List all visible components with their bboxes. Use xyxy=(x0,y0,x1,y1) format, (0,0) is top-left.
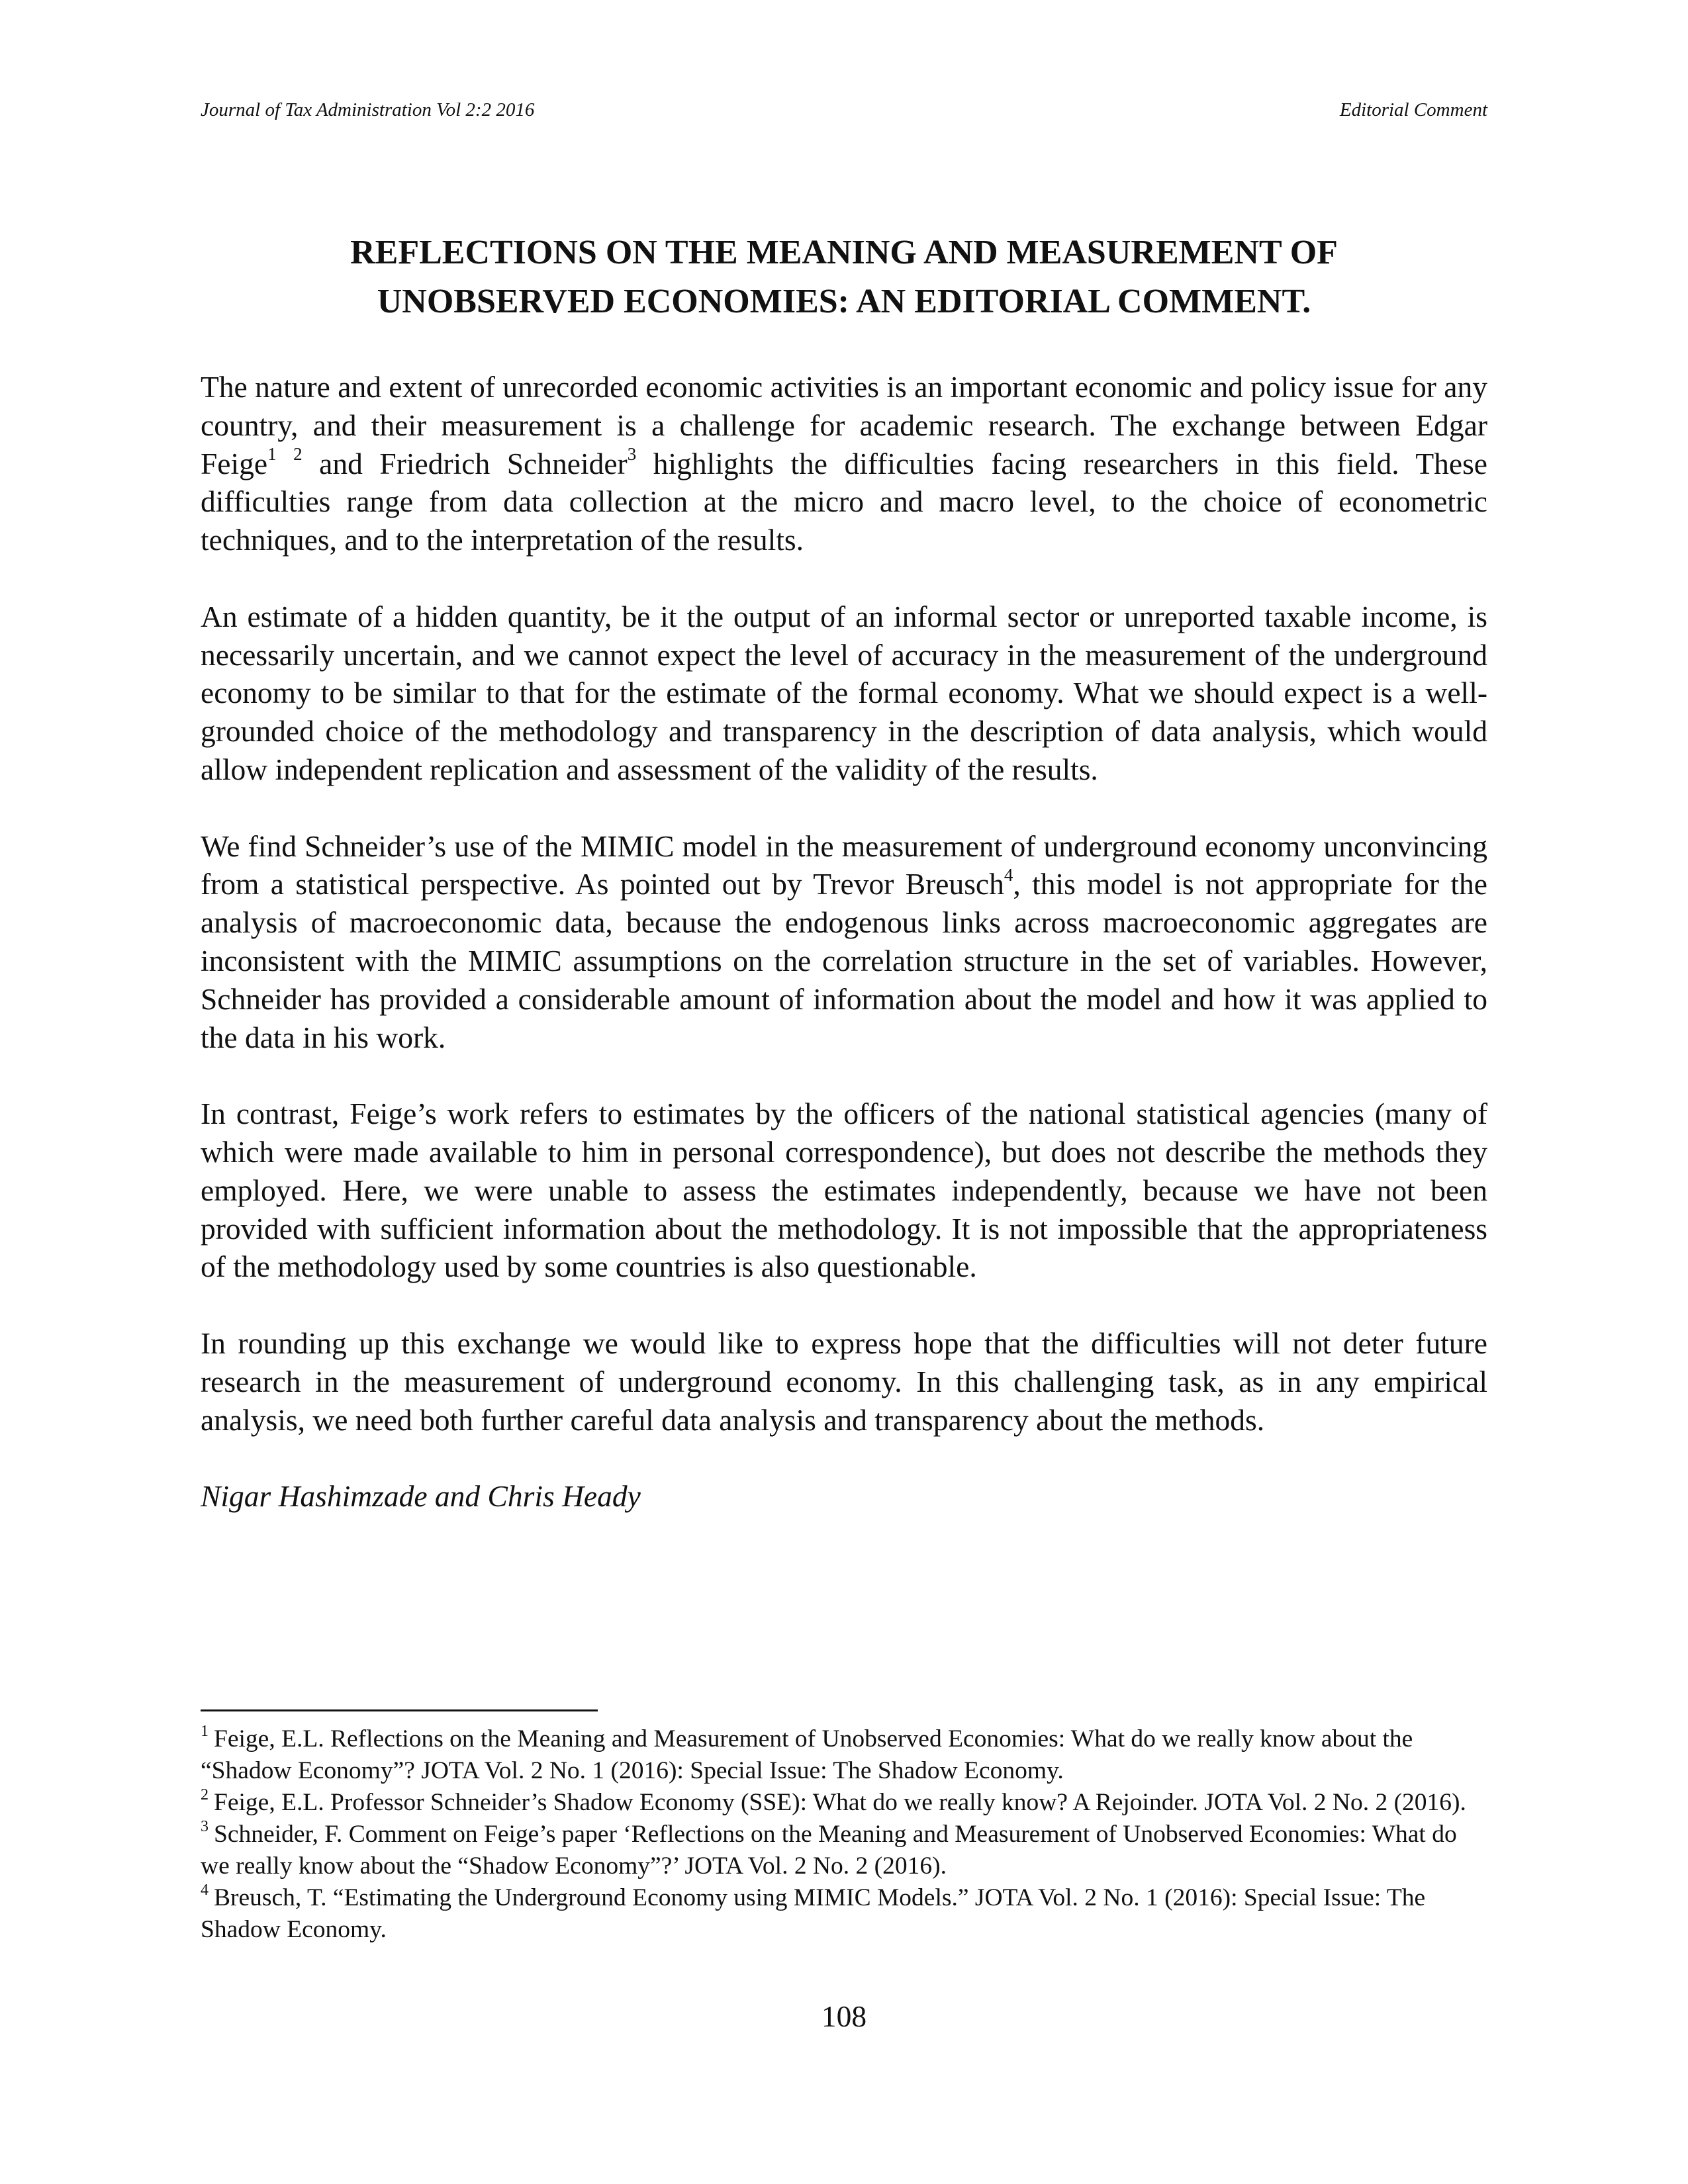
paragraph-3-text-a: We find Schneider’s use of the MIMIC model in the measurement of underground economy unconvincing from a statistical perspective. As pointed out by Trevor Breusch xyxy=(201,829,1487,901)
title-line-2: UNOBSERVED ECONOMIES: AN EDITORIAL COMMENT. xyxy=(377,283,1311,320)
journal-name: Journal of Tax Administration Vol 2:2 2016 xyxy=(201,99,535,120)
article-title xyxy=(201,228,1487,326)
footnote-divider xyxy=(201,1709,598,1711)
footnote-text: Feige, E.L. Reflections on the Meaning and Measurement of Unobserved Economies: What do we really know about the “Shadow Economy”? JOTA Vol. 2 No. 1 (2016): Special Issue: The Shadow Economy. xyxy=(201,1725,1413,1784)
footnote-number: 3 xyxy=(201,1817,209,1835)
article-body xyxy=(201,368,1487,1554)
footnote-ref-3[interactable]: 3 xyxy=(627,444,637,465)
paragraph-1-text-a: The nature and extent of unrecorded economic activities is an important economic and policy issue for any country, and their measurement is a challenge for academic research. The exchange between Edgar Feige xyxy=(201,370,1487,480)
footnote-ref-2[interactable]: 2 xyxy=(293,444,303,465)
footnotes xyxy=(201,1723,1487,1946)
page-number: 108 xyxy=(821,1999,867,2033)
footnote-2 xyxy=(201,1787,1487,1819)
footnote-number: 2 xyxy=(201,1786,209,1803)
paragraph-5: In rounding up this exchange we would like to express hope that the difficulties will not deter future research in the measurement of underground economy. In this challenging task, as in any empirical analysis, we need both further careful data analysis and transparency about the methods. xyxy=(201,1326,1487,1437)
footnote-text: Breusch, T. “Estimating the Underground Economy using MIMIC Models.” JOTA Vol. 2 No. 1 (2016): Special Issue: The Shadow Economy. xyxy=(201,1884,1426,1943)
running-header xyxy=(201,98,1487,122)
footnote-number: 1 xyxy=(201,1722,209,1740)
footnote-number: 4 xyxy=(201,1881,209,1899)
author-signature: Nigar Hashimzade and Chris Heady xyxy=(201,1479,641,1514)
paragraph-1 xyxy=(201,368,1487,559)
footnote-text: Feige, E.L. Professor Schneider’s Shadow Economy (SSE): What do we really know? A Rejoinder. JOTA Vol. 2 No. 2 (2016). xyxy=(214,1789,1466,1816)
paragraph-3 xyxy=(201,827,1487,1057)
paragraph-3-text-b: , this model is not appropriate for the analysis of macroeconomic data, because the endogenous links across macroeconomic aggregates are inconsistent with the MIMIC assumptions on the correlation structure in the set of variables. However, Schneider has provided a considerable amount of information about the model and how it was applied to the data in his work. xyxy=(201,867,1487,1054)
paragraph-1-text-b: and Friedrich Schneider xyxy=(302,446,628,480)
paragraph-4: In contrast, Feige’s work refers to estimates by the officers of the national statistical agencies (many of which were made available to him in personal correspondence), but does not describe the methods they employed. Here, we were unable to assess the estimates independently, because we have not been provided with sufficient information about the methodology. It is not impossible that the appropriateness of the methodology used by some countries is also questionable. xyxy=(201,1097,1487,1284)
paragraph-1-text-c: highlights the difficulties facing researchers in this field. These difficulties range from data collection at the micro and macro level, to the choice of econometric techniques, and to the interpretation of the results. xyxy=(201,446,1487,557)
title-line-1: REFLECTIONS ON THE MEANING AND MEASUREMENT OF xyxy=(350,234,1338,271)
paragraph-2: An estimate of a hidden quantity, be it the output of an informal sector or unreported taxable income, is necessarily uncertain, and we cannot expect the level of accuracy in the measurement of the underground economy to be similar to that for the estimate of the formal economy. What we should expect is a well-grounded choice of the methodology and transparency in the description of data analysis, which would allow independent replication and assessment of the validity of the results. xyxy=(201,599,1487,786)
footnote-4 xyxy=(201,1882,1487,1946)
footnote-ref-4[interactable]: 4 xyxy=(1004,865,1013,886)
footnote-text: Schneider, F. Comment on Feige’s paper ‘Reflections on the Meaning and Measurement of Unobserved Economies: What do we really know about the “Shadow Economy”?’ JOTA Vol. 2 No. 2 (2016). xyxy=(201,1821,1457,1880)
section-name: Editorial Comment xyxy=(1339,99,1487,120)
footnote-1 xyxy=(201,1723,1487,1787)
footnote-ref-1[interactable]: 1 xyxy=(267,444,277,465)
footnote-3 xyxy=(201,1819,1487,1882)
